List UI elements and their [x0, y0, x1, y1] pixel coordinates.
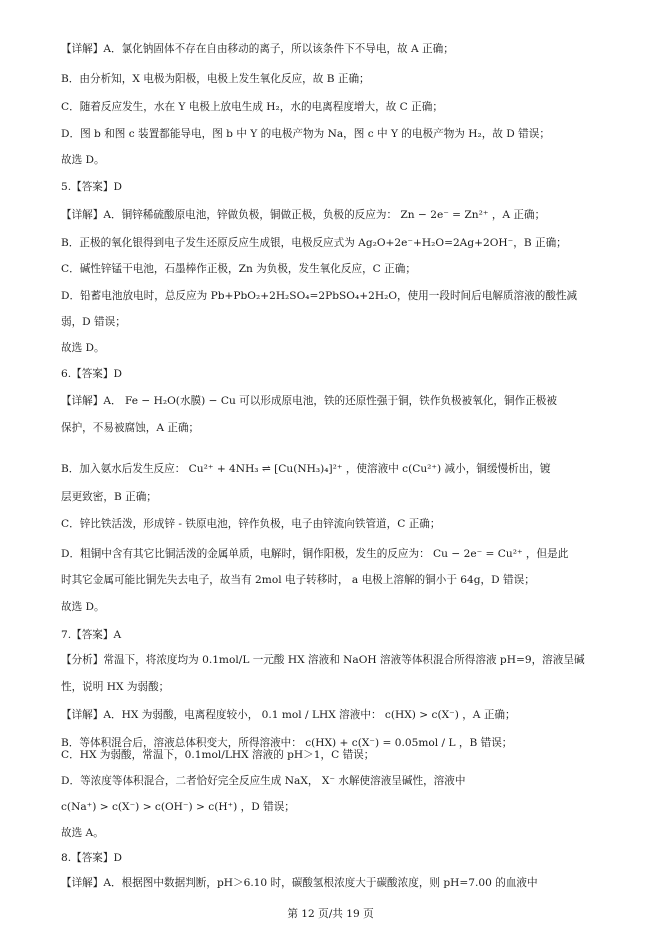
text-line: D．图 b 和图 c 装置都能导电，图 b 中 Y 的电极产物为 Na，图 c 中 Y 的电极产物为 H₂，故 D 错误；	[61, 128, 550, 140]
text-line: C．锌比铁活泼，形成锌 - 铁原电池，锌作负极，电子由锌流向铁管道，C 正确；	[61, 518, 441, 530]
text-line: 【详解】A．根据图中数据判断，pH＞6.10 时，碳酸氢根浓度大于碳酸浓度，则 pH=7.00 的血液中	[61, 877, 538, 889]
text-line: 故选 A。	[61, 827, 104, 839]
text-line: B．加入氨水后发生反应： Cu²⁺ + 4NH₃ ⇌ [Cu(NH₃)₄]²⁺ ，使溶液中 c(Cu²⁺) 减小，铜缓慢析出，镀	[61, 463, 551, 475]
text-line: 【详解】A．氯化钠固体不存在自由移动的离子，所以该条件下不导电，故 A 正确；	[61, 43, 454, 55]
formula-line: c(Na⁺) > c(X⁻) > c(OH⁻) > c(H⁺) ，D 错误；	[61, 801, 295, 813]
text-line: B．正极的氧化银得到电子发生还原反应生成银，电极反应式为 Ag₂O+2e⁻+H₂O=2Ag+2OH⁻，B 正确；	[61, 237, 567, 249]
text-line: 性，说明 HX 为弱酸；	[61, 681, 170, 693]
text-line: 【详解】A．HX 为弱酸，电离程度较小， 0.1 mol / LHX 溶液中： c(HX) > c(X⁻) ，A 正确；	[61, 709, 516, 721]
answer-heading: 6.【答案】D	[61, 368, 122, 380]
text-line: 故选 D。	[61, 601, 105, 613]
text-line: 故选 D。	[61, 154, 105, 166]
text-line: B．由分析知，X 电极为阳极，电极上发生氧化反应，故 B 正确；	[61, 73, 370, 85]
text-line: 【分析】常温下，将浓度均为 0.1mol/L 一元酸 HX 溶液和 NaOH 溶液等体积混合所得溶液 pH=9，溶液呈碱	[61, 654, 585, 666]
text-line: C．碱性锌锰干电池，石墨棒作正极，Zn 为负极，发生氧化反应，C 正确；	[61, 263, 416, 275]
answer-heading: 7.【答案】A	[61, 629, 122, 641]
text-line: 层更致密，B 正确；	[61, 491, 157, 503]
text-line: B．等体积混合后，溶液总体积变大，所得溶液中： c(HX) + c(X⁻) = 0.05mol / L ，B 错误；	[61, 737, 513, 749]
text-line: C．随着反应发生，水在 Y 电极上放电生成 H₂，水的电离程度增大，故 C 正确；	[61, 101, 443, 113]
answer-heading: 5.【答案】D	[61, 181, 122, 193]
answer-heading: 8.【答案】D	[61, 852, 122, 864]
text-line: 故选 D。	[61, 342, 105, 354]
text-line: 弱，D 错误；	[61, 316, 126, 328]
text-line: D．粗铜中含有其它比铜活泼的金属单质，电解时，铜作阳极，发生的反应为： Cu − 2e⁻ = Cu²⁺ ，但是此	[61, 548, 569, 560]
page-footer: 第 12 页/共 19 页	[287, 908, 374, 920]
text-line: 保护，不易被腐蚀，A 正确；	[61, 422, 200, 434]
text-line: 【详解】A． Fe − H₂O(水膜) − Cu 可以形成原电池，铁的还原性强于铜，铁作负极被氧化，铜作正极被	[61, 395, 557, 407]
text-line: D．等浓度等体积混合，二者恰好完全反应生成 NaX， X⁻ 水解使溶液呈碱性，溶液中	[61, 775, 466, 787]
text-line: 时其它金属可能比铜先失去电子，故当有 2mol 电子转移时， a 电极上溶解的铜小于 64g，D 错误；	[61, 574, 535, 586]
text-line: C．HX 为弱酸，常温下，0.1mol/LHX 溶液的 pH＞1，C 错误；	[61, 749, 375, 761]
text-line: 【详解】A．铜锌稀硫酸原电池，锌做负极，铜做正极，负极的反应为： Zn − 2e⁻ = Zn²⁺ ，A 正确；	[61, 209, 546, 221]
text-line: D．铅蓄电池放电时，总反应为 Pb+PbO₂+2H₂SO₄=2PbSO₄+2H₂O，使用一段时间后电解质溶液的酸性减	[61, 290, 578, 302]
